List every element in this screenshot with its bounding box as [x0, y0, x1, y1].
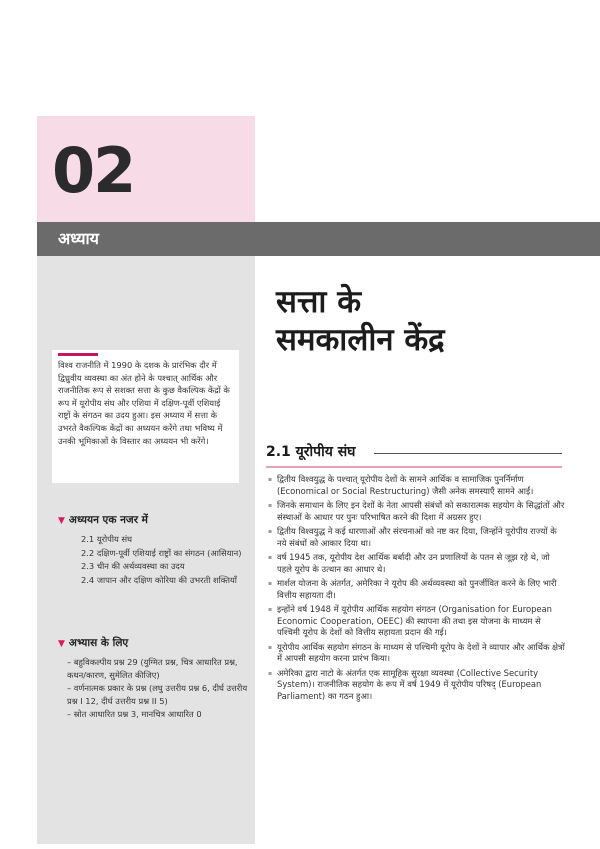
overview-item: 2.1 यूरोपीय संघ	[81, 534, 133, 544]
overview-item: 2.4 जापान और दक्षिण कोरिया की उभरती शक्तियाँ	[81, 574, 237, 585]
practice-heading: ▼ अभ्यास के लिए	[58, 637, 129, 649]
overview-item: 2.2 दक्षिण-पूर्वी एशियाई राष्ट्रों का संगठन (आसियान)	[81, 547, 242, 558]
chapter-bar	[37, 222, 600, 256]
intro-text: विश्व राजनीति में 1990 के दशक के प्रारंभिक दौर में द्विध्रुवीय व्यवस्था का अंत होने के पश्चात् आर्थिक और राजनीतिक रूप से सशक्त सत्ता के कुछ वैकल्पिक केंद्रों के रूप में यूरोपीय संघ और एशिया में दक्षिण-पूर्वी एशियाई राष्ट्रों के संगठन का उदय हुआ। इस अध्याय में सत्ता के उभरते वैकल्पिक केंद्रों का अध्ययन करेंगे तथा भविष्य में उनकी भूमिकाओं के विस्तार का अध्ययन भी करेंगे।	[58, 360, 230, 446]
section-heading-rule	[374, 453, 562, 454]
chapter-title	[276, 283, 445, 359]
bullet-item: ▪ अमेरिका द्वारा नाटो के अंतर्गत एक सामूहिक सुरक्षा व्यवस्था (Collective Security System)। राजनीतिक सहयोग के रूप में वर्ष 1949 में यूरोपीय परिषद् (European Parliament) का गठन हुआ।	[268, 668, 566, 703]
practice-item: – बहुविकल्पीय प्रश्न 29 (युग्मित प्रश्न, चित्र आधारित प्रश्न, कथन/कारण, सुमेलित कीजिए)	[67, 657, 238, 680]
practice-item: – वर्णनात्मक प्रकार के प्रश्न (लघु उत्तरीय प्रश्न 6, दीर्घ उत्तरीय प्रश्न I 12, दीर्घ उत्तरीय प्रश्न II 5)	[67, 683, 248, 706]
intro-rule	[58, 353, 98, 356]
chapter-title-line1: सत्ता के	[276, 284, 362, 320]
overview-item: 2.3 चीन की अर्थव्यवस्था का उदय	[81, 561, 185, 571]
section-accent-rule	[266, 466, 562, 468]
bullet-item: ▪ वर्ष 1945 तक, यूरोपीय देश आर्थिक बर्बादी और उन प्रणालियों के पतन से जूझ रहे थे, जो पहले यूरोप के उत्थान का आधार थे।	[268, 552, 566, 575]
overview-heading: ▼ अध्ययन एक नजर में	[58, 514, 148, 526]
chapter-label: अध्याय	[58, 229, 99, 248]
bullet-item: ▪ द्वितीय विश्वयुद्ध ने कई धारणाओं और संरचनाओं को नष्ट कर दिया, जिन्होंने यूरोपीय राज्यों के नये संबंधों को आकार दिया था।	[268, 526, 566, 549]
triangle-down-icon: ▼	[58, 516, 65, 526]
chapter-title-line2: समकालीन केंद्र	[276, 322, 445, 358]
overview-list	[81, 533, 246, 587]
section-heading: 2.1 यूरोपीय संघ	[266, 444, 356, 460]
section-bullets	[268, 474, 566, 705]
bullet-item: ▪ यूरोपीय आर्थिक सहयोग संगठन के माध्यम से पश्चिमी यूरोप के देशों ने व्यापार और आर्थिक क्षेत्रों में आपसी सहयोग करना प्रारंभ किया।	[268, 642, 566, 665]
bullet-item: ▪ द्वितीय विश्वयुद्ध के पश्चात् यूरोपीय देशों के सामने आर्थिक व सामाजिक पुनर्निर्माण (Economical or Social Restructuring) जैसी अनेक समस्याएँ सामने आईं।	[268, 474, 566, 497]
chapter-number: 02	[52, 134, 135, 207]
practice-list	[67, 656, 249, 722]
bullet-item: ▪ मार्शल योजना के अंतर्गत, अमेरिका ने यूरोप की अर्थव्यवस्था को पुनर्जीवित करने के लिए भारी वित्तीय सहायता दी।	[268, 578, 566, 601]
practice-item: – स्रोत आधारित प्रश्न 3, मानचित्र आधारित 0	[67, 709, 202, 720]
bullet-item: ▪ जिनके समाधान के लिए इन देशों के नेता आपसी संबंधों को सकारात्मक सहयोग के सिद्धांतों और संस्थाओं के आधार पर पुनः परिभाषित करने की दिशा में अग्रसर हुए।	[268, 500, 566, 523]
triangle-down-icon: ▼	[58, 639, 65, 649]
bullet-item: ▪ इन्होंने वर्ष 1948 में यूरोपीय आर्थिक सहयोग संगठन (Organisation for European Economic Cooperation, OEEC) की स्थापना की तथा इस योजना के माध्यम से पश्चिमी यूरोप के देशों को वित्तीय सहायता प्रदान की गई।	[268, 604, 566, 639]
